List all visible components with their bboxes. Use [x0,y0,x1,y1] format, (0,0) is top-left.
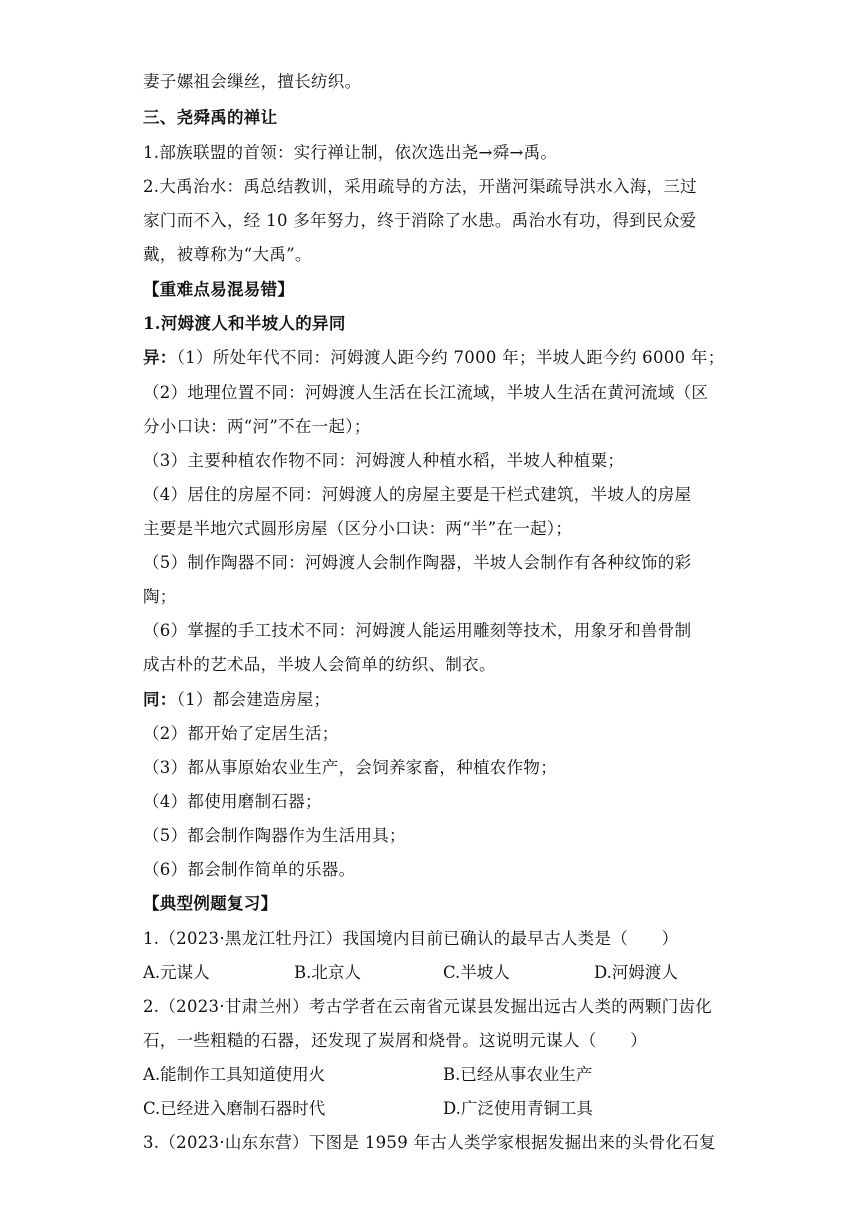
difference-label: 异： [143,348,177,367]
section-heading-yao-shun-yu: 三、尧舜禹的禅让 [143,108,278,127]
similarity-label: 同： [143,690,177,709]
question-2-stem-line-1: 2.（2023·甘肃兰州）考古学者在云南省元谋县发掘出远古人类的两颗门齿化 [143,997,713,1016]
question-1-option-d: D.河姆渡人 [594,963,678,982]
question-2-stem-line-2: 石，一些粗糙的石器，还发现了炭屑和烧骨。这说明元谋人（ ） [143,1031,647,1050]
difference-item: （5）制作陶器不同：河姆渡人会制作陶器，半坡人会制作有各种纹饰的彩 [143,553,692,572]
question-2-option-d: D.广泛使用青铜工具 [443,1099,593,1118]
question-2-option-c: C.已经进入磨制石器时代 [143,1099,326,1118]
difference-item: （2）地理位置不同：河姆渡人生活在长江流域，半坡人生活在黄河流域（区 [143,383,709,402]
question-3-stem-line-1: 3.（2023·山东东营）下图是 1959 年古人类学家根据发掘出来的头骨化石复 [143,1133,716,1152]
question-2-option-a: A.能制作工具知道使用火 [143,1065,326,1084]
previous-section-line: 妻子嫘祖会缫丝，擅长纺织。 [143,72,362,91]
difference-item: 陶； [143,587,177,606]
difference-item: （6）掌握的手工技术不同：河姆渡人能运用雕刻等技术，用象牙和兽骨制 [143,621,692,640]
similarity-item: （5）都会制作陶器作为生活用具； [143,826,406,845]
question-1-stem: 1.（2023·黑龙江牡丹江）我国境内目前已确认的最早古人类是（ ） [143,929,679,948]
difference-item: 分小口诀：两“河”不在一起）； [143,417,371,436]
difference-item: 主要是半地穴式圆形房屋（区分小口诀：两“半”在一起）； [143,519,573,538]
similarity-item: （1）都会建造房屋； [176,690,331,709]
difference-item: （3）主要种植农作物不同：河姆渡人种植水稻，半坡人种植粟； [143,451,625,470]
question-1-option-c: C.半坡人 [443,963,510,982]
paragraph-tribal-leader: 1.部族联盟的首领：实行禅让制，依次选出尧→舜→禹。 [143,143,558,162]
similarity-line [143,690,723,710]
question-2-option-b: B.已经从事农业生产 [443,1065,593,1084]
difference-line [143,348,723,368]
paragraph-flood-control-line-1: 2.大禹治水：禹总结教训，采用疏导的方法，开凿河渠疏导洪水入海，三过 [143,177,697,196]
difference-item: （1）所处年代不同：河姆渡人距今约 7000 年；半坡人距今约 6000 年； [176,348,725,367]
key-points-heading: 【重难点易混易错】 [143,280,295,299]
similarity-item: （3）都从事原始农业生产，会饲养家畜，种植农作物； [143,758,557,777]
examples-heading: 【典型例题复习】 [143,894,278,913]
key-points-subheading: 1.河姆渡人和半坡人的异同 [143,314,346,333]
difference-item: （4）居住的房屋不同：河姆渡人的房屋主要是干栏式建筑，半坡人的房屋 [143,485,692,504]
paragraph-flood-control-line-2: 家门而不入，经 10 多年努力，终于消除了水患。禹治水有功，得到民众爱 [143,211,697,230]
similarity-item: （2）都开始了定居生活； [143,724,339,743]
question-1-option-b: B.北京人 [294,963,361,982]
question-1-option-a: A.元谋人 [143,963,210,982]
similarity-item: （6）都会制作简单的乐器。 [143,860,356,879]
difference-item: 成古朴的艺术品，半坡人会简单的纺织、制衣。 [143,655,496,674]
similarity-item: （4）都使用磨制石器； [143,792,322,811]
paragraph-flood-control-line-3: 戴，被尊称为“大禹”。 [143,245,312,264]
